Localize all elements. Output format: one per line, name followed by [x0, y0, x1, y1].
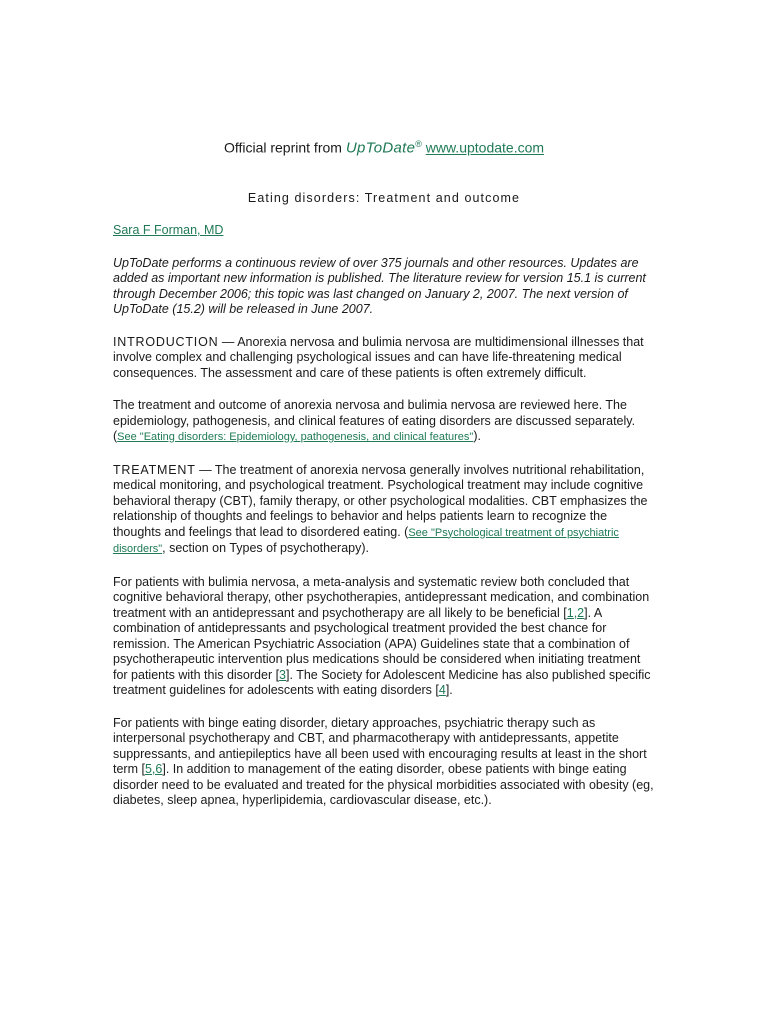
- treatment-paragraph: [113, 463, 658, 558]
- document-title: Eating disorders: Treatment and outcome: [247, 191, 521, 205]
- binge-text-1: For patients with binge eating disorder, dietary approaches, psychiatric therapy such as interpersonal psychotherapy and CBT, and pharmacotherapy with antidepressants, appetite suppressants, and antiepileptics have all been used with encouraging results at least in the short term [: [113, 715, 647, 776]
- treatment-text-1: — The treatment of anorexia nervosa generally involves nutritional rehabilitation, medical monitoring, and psychological treatment. Psychological treatment may include cognitive behavioral therapy (CBT), family therapy, or other psychological modalities. CBT emphasizes the relationship of thoughts and feelings to behavior and helps patients learn to recognize the thoughts and feelings that lead to disordered eating. (: [113, 462, 648, 539]
- treatment-label: TREATMENT: [113, 462, 196, 477]
- uptodate-notice: UpToDate performs a continuous review of over 375 journals and other resources. Updates are added as important new information is published. The literature review for version 15.1 is current through December 2006; this topic was last changed on January 2, 2007. The next version of UpToDate (15.2) will be released in June 2007.: [113, 255, 646, 316]
- overview-text-2: ).: [473, 429, 481, 443]
- header-prefix: Official reprint from: [223, 139, 342, 156]
- document-body: [113, 223, 658, 826]
- introduction-paragraph: [113, 335, 658, 382]
- introduction-label: INTRODUCTION: [113, 334, 219, 349]
- binge-paragraph: [113, 716, 658, 809]
- reference-link-3[interactable]: 3: [279, 667, 286, 682]
- reference-link-4[interactable]: 4: [438, 683, 446, 697]
- author-link[interactable]: [113, 223, 658, 239]
- bulimia-text-1: For patients with bulimia nervosa, a meta-analysis and systematic review both concluded that cognitive behavioral therapy, other psychotherapies, antidepressant medication, and combination treatment with an antidepressant and psychotherapy are all likely to be beneficial [: [113, 574, 650, 620]
- psychological-treatment-link[interactable]: See "Psychological treatment of psychiatric disorders": [113, 526, 619, 555]
- bulimia-text-3: ]. The Society for Adolescent Medicine has also published specific treatment guidelines for adolescents with eating disorders [: [113, 667, 651, 697]
- registered-mark: ®: [415, 139, 422, 149]
- introduction-text: — Anorexia nervosa and bulimia nervosa are multidimensional illnesses that involve complex and challenging psychological issues and can have life-threatening medical consequences. The assessment and care of these patients is often extremely difficult.: [113, 334, 644, 380]
- bulimia-text-4: ].: [445, 683, 453, 697]
- overview-paragraph: [113, 398, 658, 446]
- reference-link-5-6[interactable]: 5,6: [144, 762, 163, 776]
- epidemiology-link[interactable]: See "Eating disorders: Epidemiology, pathogenesis, and clinical features": [117, 431, 474, 443]
- bulimia-paragraph: [113, 575, 658, 699]
- overview-text-1: The treatment and outcome of anorexia nervosa and bulimia nervosa are reviewed here. The epidemiology, pathogenesis, and clinical features of eating disorders are discussed separately. (: [113, 398, 636, 443]
- author-name[interactable]: Sara F Forman, MD: [113, 223, 224, 237]
- reprint-header: [0, 139, 768, 157]
- binge-text-2: ]. In addition to management of the eating disorder, obese patients with binge eating disorder need to be evaluated and treated for the physical morbidities associated with obesity (eg, diabetes, sleep apnea, hyperlipidemia, cardiovascular disease, etc.).: [113, 762, 654, 807]
- uptodate-url-link[interactable]: www.uptodate.com: [425, 139, 545, 156]
- bulimia-text-2: ]. A combination of antidepressants and psychological treatment provided the best chance for remission. The American Psychiatric Association (APA) Guidelines state that a combination of psychotherapeutic intervention plus medications should be considered when initiating treatment for patients with this disorder [: [113, 605, 641, 682]
- treatment-text-2: , section on Types of psychotherapy).: [162, 541, 369, 555]
- brand-name: UpToDate: [345, 139, 416, 157]
- reference-link-1-2[interactable]: 1,2: [566, 605, 585, 620]
